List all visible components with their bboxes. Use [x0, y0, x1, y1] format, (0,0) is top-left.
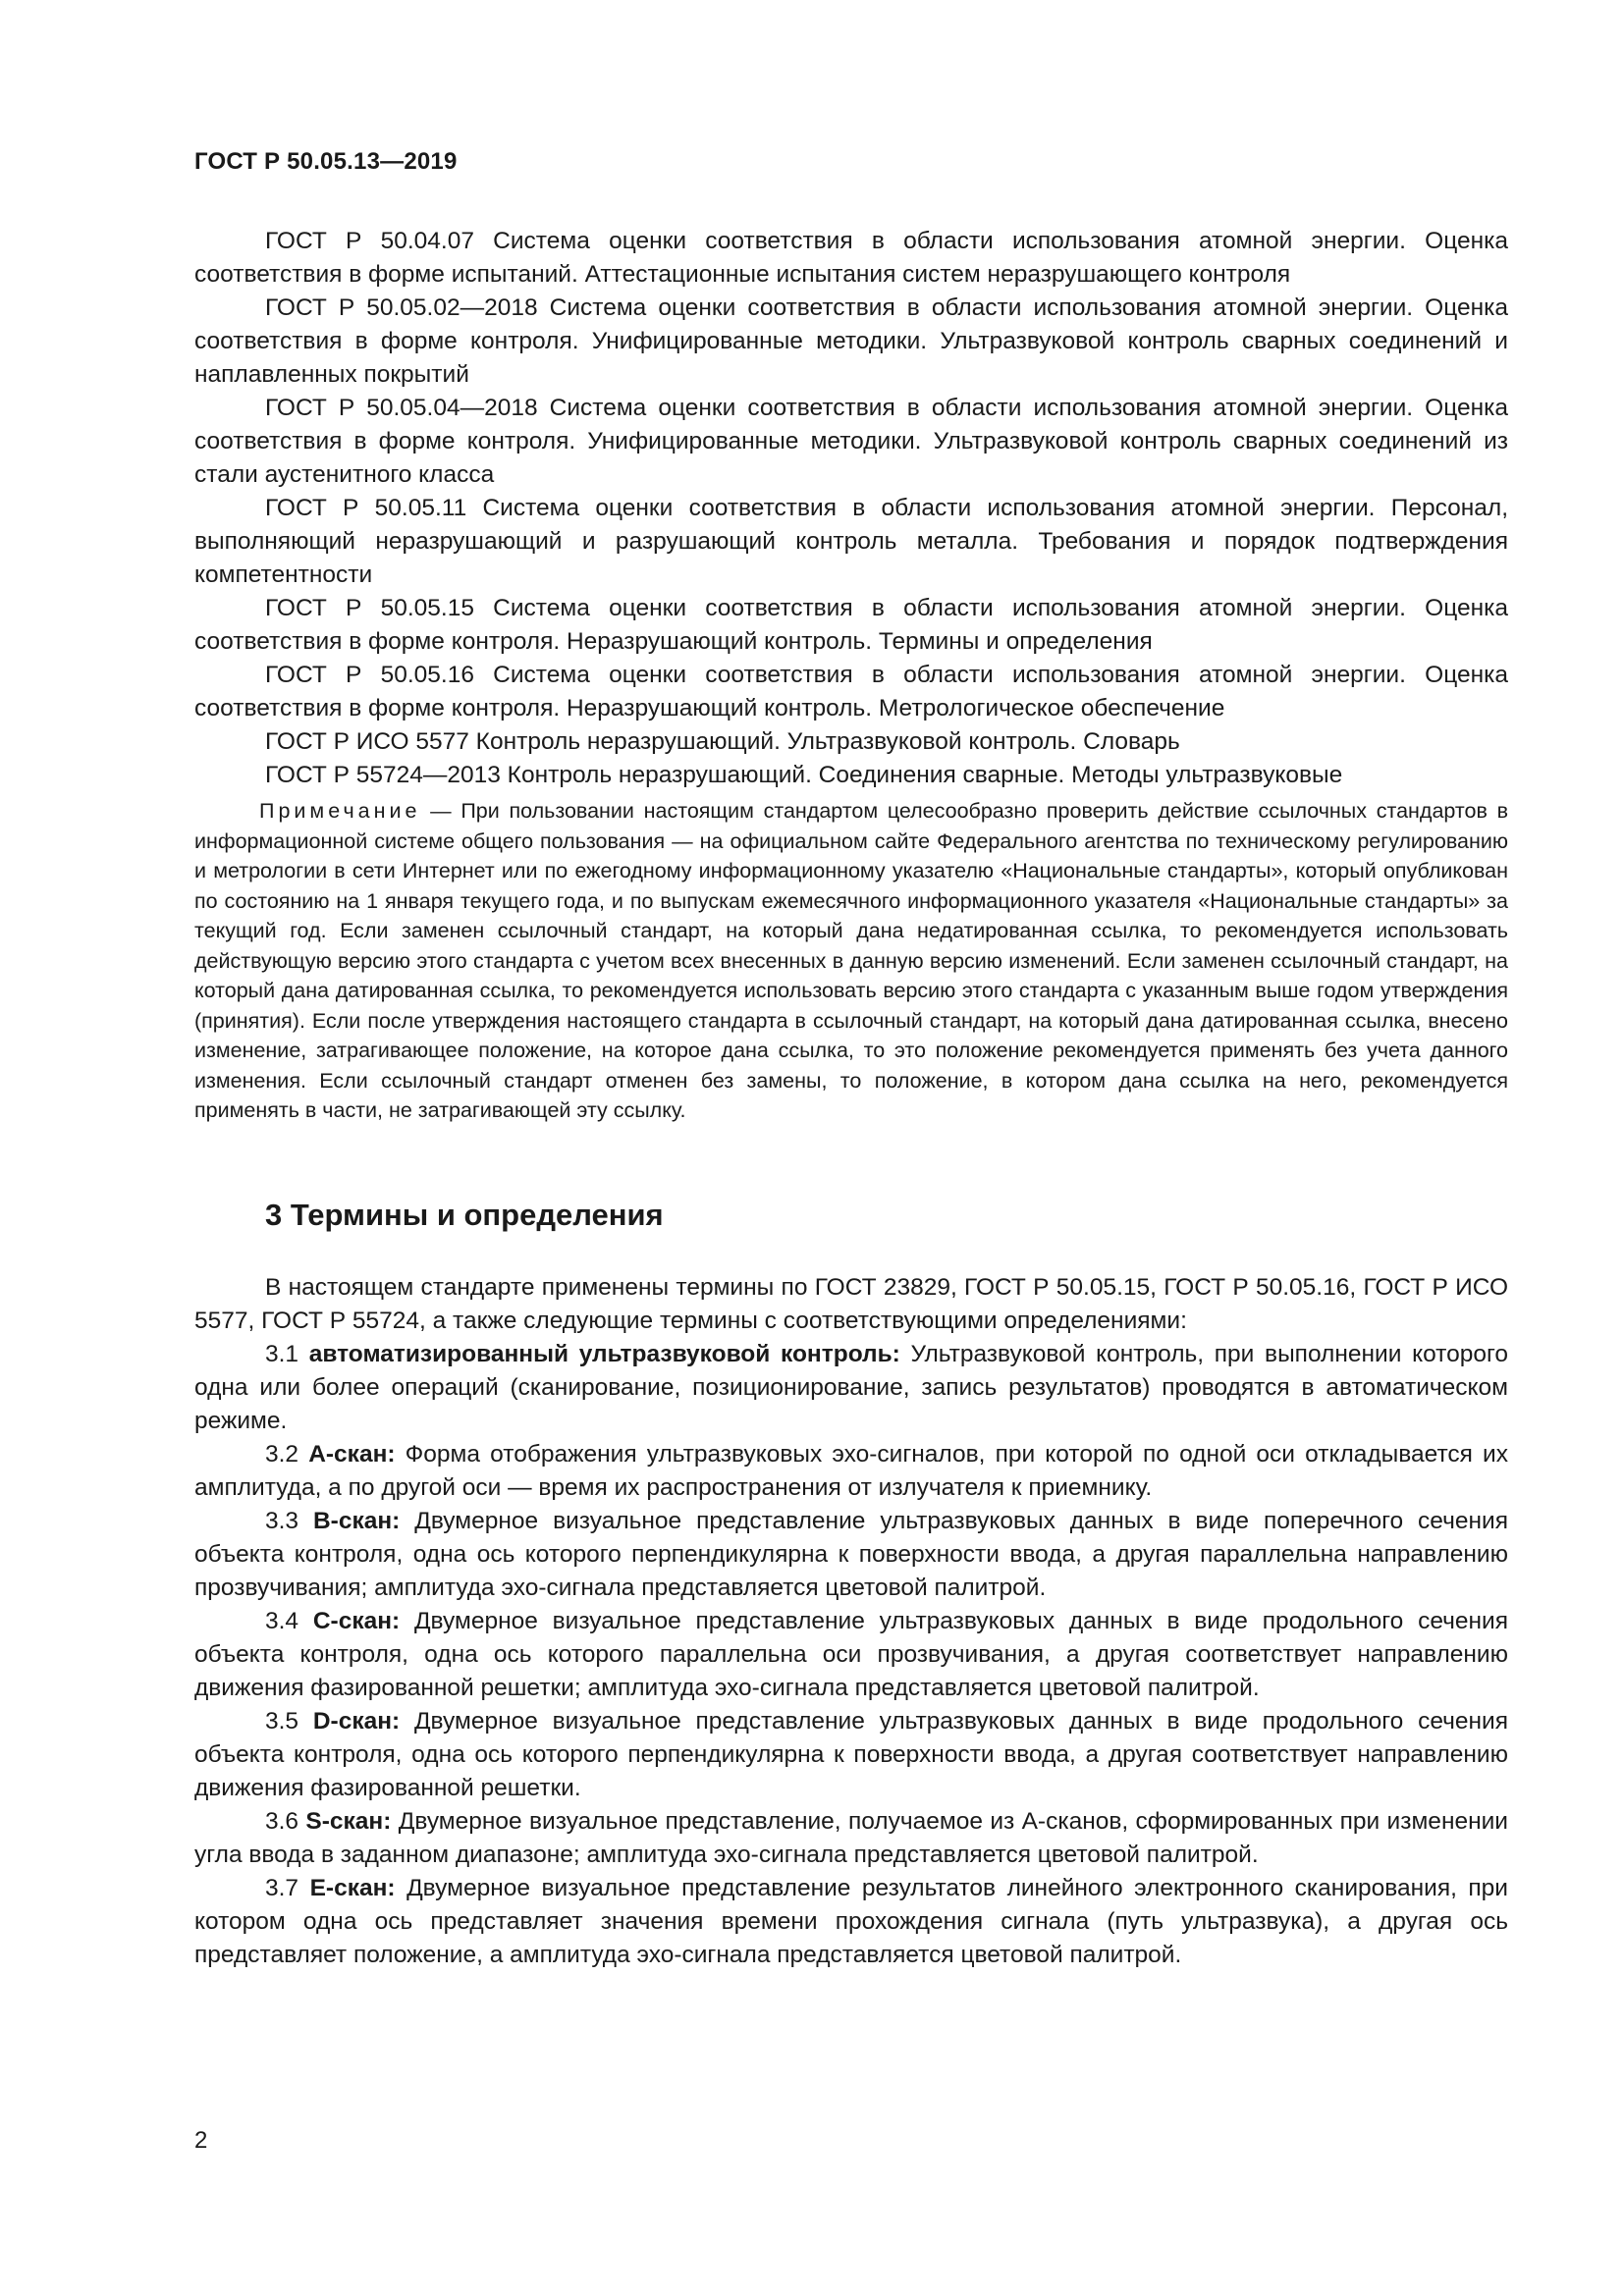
- reference-item: ГОСТ Р 50.05.15 Система оценки соответствия в области использования атомной энергии. Оценка соответствия в форме контроля. Неразрушающий контроль. Термины и определения: [194, 595, 1508, 655]
- document-header: ГОСТ Р 50.05.13—2019: [194, 148, 458, 175]
- term-name: С-скан:: [312, 1608, 401, 1634]
- reference-item: ГОСТ Р 50.05.02—2018 Система оценки соответствия в области использования атомной энергии. Оценка соответствия в форме контроля. Унифицированные методики. Ультразвуковой контроль сварных соединений и наплавленных покрытий: [194, 294, 1508, 388]
- term-number: 3.3: [265, 1508, 313, 1534]
- term-number: 3.2: [265, 1441, 309, 1468]
- term-definition: Двумерное визуальное представление ультразвуковых данных в виде продольного сечения объекта контроля, одна ось которого параллельна оси прозвучивания, а другая соответствует направлению движения фазированной решетки; амплитуда эхо-сигнала представляется цветовой палитрой.: [194, 1608, 1509, 1701]
- reference-item: ГОСТ Р 50.05.04—2018 Система оценки соответствия в области использования атомной энергии. Оценка соответствия в форме контроля. Унифицированные методики. Ультразвуковой контроль сварных соединений из стали аустенитного класса: [194, 395, 1508, 488]
- term-name: автоматизированный ультразвуковой контроль:: [308, 1341, 900, 1367]
- term-item: [194, 1805, 1508, 1872]
- reference-item: ГОСТ Р 50.05.11 Система оценки соответствия в области использования атомной энергии. Персонал, выполняющий неразрушающий и разрушающий контроль металла. Требования и порядок подтверждения компетентности: [194, 495, 1508, 588]
- term-number: 3.5: [265, 1708, 313, 1735]
- reference-item: ГОСТ Р 50.05.16 Система оценки соответствия в области использования атомной энергии. Оценка соответствия в форме контроля. Неразрушающий контроль. Метрологическое обеспечение: [194, 662, 1508, 721]
- term-item: [194, 1438, 1508, 1505]
- page-number: 2: [194, 2127, 208, 2154]
- term-definition: Двумерное визуальное представление ультразвуковых данных в виде продольного сечения объекта контроля, одна ось которого перпендикулярна к поверхности ввода, а другая соответствует направлению движения фазированной решетки.: [194, 1708, 1509, 1801]
- note-text: — При пользовании настоящим стандартом целесообразно проверить действие ссылочных стандартов в информационной системе общего пользования — на официальном сайте Федерального агентства по техническому регулированию и метрологии в сети Интернет или по ежегодному информационному указателю «Национальные стандарты», который опубликован по состоянию на 1 января текущего года, и по выпускам ежемесячного информационного указателя «Национальные стандарты» за текущий год. Если заменен ссылочный стандарт, на который дана недатированная ссылка, то рекомендуется использовать действующую версию этого стандарта с учетом всех внесенных в данную версию изменений. Если заменен ссылочный стандарт, на который дана датированная ссылка, то рекомендуется использовать версию этого стандарта с указанным выше годом утверждения (принятия). Если после утверждения настоящего стандарта в ссылочный стандарт, на который дана датированная ссылка, внесено изменение, затрагивающее положение, на которое дана ссылка, то это положение рекомендуется применять без учета данного изменения. Если ссылочный стандарт отменен без замены, то положение, в котором дана ссылка на него, рекомендуется применять в части, не затрагивающей эту ссылку.: [194, 799, 1508, 1122]
- term-definition: Форма отображения ультразвуковых эхо-сигналов, при которой по одной оси откладывается их амплитуда, а по другой оси — время их распространения от излучателя к приемнику.: [194, 1441, 1508, 1501]
- term-number: 3.6: [265, 1808, 306, 1835]
- normative-references: [194, 225, 1508, 792]
- term-number: 3.1: [265, 1341, 309, 1367]
- term-number: 3.4: [265, 1608, 313, 1634]
- reference-item: ГОСТ Р 50.04.07 Система оценки соответствия в области использования атомной энергии. Оценка соответствия в форме испытаний. Аттестационные испытания систем неразрушающего контроля: [194, 228, 1508, 288]
- term-definition: Двумерное визуальное представление, получаемое из А-сканов, сформированных при изменении угла ввода в заданном диапазоне; амплитуда эхо-сигнала представляется цветовой палитрой.: [194, 1808, 1508, 1868]
- term-item: [194, 1605, 1508, 1705]
- references-note: [194, 796, 1508, 1126]
- term-name: Е-скан:: [309, 1875, 396, 1901]
- section-title: 3 Термины и определения: [265, 1198, 664, 1232]
- terms-intro: В настоящем стандарте применены термины по ГОСТ 23829, ГОСТ Р 50.05.15, ГОСТ Р 50.05.16, ГОСТ Р ИСО 5577, ГОСТ Р 55724, а также следующие термины с соответствующими определениями:: [194, 1274, 1508, 1334]
- term-item: [194, 1705, 1508, 1805]
- reference-item: ГОСТ Р 55724—2013 Контроль неразрушающий. Соединения сварные. Методы ультразвуковые: [265, 762, 1343, 788]
- term-item: [194, 1505, 1508, 1605]
- note-label: Примечание: [259, 799, 421, 823]
- term-item: [194, 1338, 1508, 1438]
- term-definition: Двумерное визуальное представление ультразвуковых данных в виде поперечного сечения объекта контроля, одна ось которого перпендикулярна к поверхности ввода, а другая параллельна направлению прозвучивания; амплитуда эхо-сигнала представляется цветовой палитрой.: [194, 1508, 1508, 1601]
- reference-item: ГОСТ Р ИСО 5577 Контроль неразрушающий. Ультразвуковой контроль. Словарь: [265, 728, 1180, 755]
- terms-section: [194, 1271, 1508, 1972]
- term-name: А-скан:: [308, 1441, 396, 1468]
- term-definition: Двумерное визуальное представление результатов линейного электронного сканирования, при котором одна ось представляет значения времени прохождения сигнала (путь ультразвука), а другая ось представляет положение, а амплитуда эхо-сигнала представляется цветовой палитрой.: [194, 1875, 1508, 1968]
- term-name: S-скан:: [305, 1808, 392, 1835]
- term-name: D-скан:: [312, 1708, 401, 1735]
- term-definition: Ультразвуковой контроль, при выполнении которого одна или более операций (сканирование, позиционирование, запись результатов) проводятся в автоматическом режиме.: [194, 1341, 1509, 1434]
- term-name: В-скан:: [312, 1508, 401, 1534]
- term-item: [194, 1872, 1508, 1972]
- term-number: 3.7: [265, 1875, 310, 1901]
